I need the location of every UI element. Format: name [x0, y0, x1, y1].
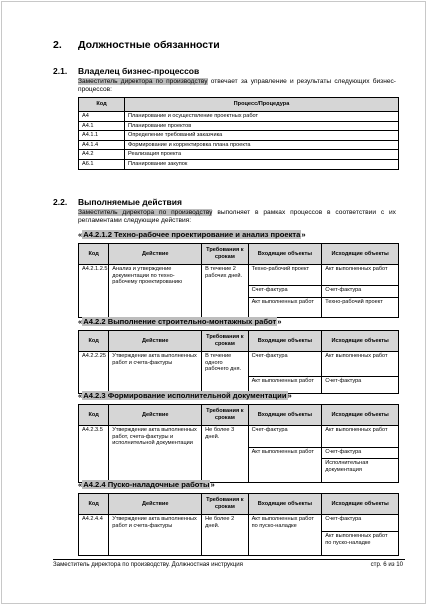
action-code: А4.2.4.4	[79, 515, 109, 556]
process-subheading	[78, 480, 215, 489]
table-row	[79, 352, 399, 377]
subsection-number: 2.1.	[53, 66, 68, 76]
table-row	[79, 121, 399, 131]
column-header: Исходящие объекты	[322, 331, 399, 352]
table-row	[79, 515, 399, 532]
column-header: Действие	[109, 494, 202, 515]
subsection-heading	[53, 66, 199, 76]
table-row	[79, 140, 399, 150]
output-object: Акт выполненных работ	[322, 265, 399, 286]
output-object: Акт выполненных работ	[322, 426, 399, 448]
footer-rule	[53, 559, 405, 560]
column-header: Входящие объекты	[248, 494, 322, 515]
action-deadline: В течение одного рабочего дня.	[202, 352, 248, 394]
input-object: Счет-фактура	[248, 286, 322, 298]
quote-close: »	[277, 317, 282, 326]
footer-left: Заместитель директора по производству. Должностная инструкция	[53, 561, 243, 568]
section-number: 2.	[53, 39, 62, 51]
table-row	[79, 112, 399, 122]
column-header: Код	[79, 494, 109, 515]
column-header: Входящие объекты	[248, 331, 322, 352]
action-code: А4.2.1.2.5	[79, 265, 109, 318]
output-object: Счет-фактура	[322, 377, 399, 394]
subsection-number: 2.2.	[53, 197, 68, 207]
output-object: Счет-фактура	[322, 515, 399, 532]
output-object: Акт выполненных работ по пуско-наладке	[322, 532, 399, 556]
subsection-title: Владелец бизнес-процессов	[78, 66, 200, 76]
column-header: Действие	[109, 405, 202, 426]
subsection-heading	[53, 197, 182, 207]
action-deadline: В течение 2 рабочих дней.	[202, 265, 248, 318]
action-deadline: Не более 2 дней.	[202, 515, 248, 556]
quote-close: »	[210, 480, 215, 489]
paragraph-text: выполняет в рамках процессов в соответствии с их регламентами следующие действия:	[78, 209, 396, 224]
table-header-row	[79, 405, 399, 426]
input-object: Акт выполненных работ по пуско-наладке	[248, 515, 322, 556]
output-object: Счет-фактура	[322, 448, 399, 459]
table-header-row	[79, 98, 399, 112]
input-object: Акт выполненных работ	[248, 448, 322, 483]
column-header: Действие	[109, 244, 202, 265]
quote-open: «	[78, 317, 83, 326]
paragraph-text: отвечает за управление и результаты следующих бизнес-процессов:	[78, 78, 396, 93]
intro-paragraph	[78, 78, 396, 94]
quote-open: «	[78, 480, 83, 489]
table-row	[79, 426, 399, 448]
process-code: А4.1	[79, 121, 125, 131]
column-header: Код	[79, 244, 109, 265]
action-code: А4.2.2.25	[79, 352, 109, 394]
table-header-row	[79, 244, 399, 265]
process-name: Определение требований заказчика	[125, 131, 399, 141]
process-title: А4.2.2 Выполнение строительно-монтажных работ	[83, 317, 277, 326]
quote-close: »	[301, 230, 306, 239]
process-table	[78, 97, 399, 170]
actions-table	[78, 330, 399, 394]
actions-table	[78, 404, 399, 483]
section-heading	[53, 39, 220, 51]
column-header: Требования к срокам	[202, 405, 248, 426]
column-header: Требования к срокам	[202, 244, 248, 265]
role-highlight: Заместитель директора по производству	[78, 78, 208, 85]
process-title: А4.2.4 Пуско-наладочные работы	[83, 480, 210, 489]
table-row	[79, 131, 399, 141]
action-description: Анализ и утверждение документации по техно-рабочему проектированию	[109, 265, 202, 318]
table-row	[79, 150, 399, 160]
role-highlight: Заместитель директора по производству	[78, 209, 213, 216]
process-name: Планирование и осуществление проектных работ	[125, 112, 399, 122]
process-code: А4.1.4	[79, 140, 125, 150]
column-header: Входящие объекты	[248, 405, 322, 426]
output-object: Исполнительная документация	[322, 459, 399, 483]
column-header: Требования к срокам	[202, 331, 248, 352]
column-header: Входящие объекты	[248, 244, 322, 265]
action-description: Утверждение акта выполненных работ и счета-фактуры	[109, 352, 202, 394]
page-number: стр. 6 из 10	[370, 561, 403, 568]
table-header-row	[79, 331, 399, 352]
input-object: Счет-фактура	[248, 352, 322, 377]
action-description: Утверждение акта выполненных работ, счета-фактуры и исполнительной документации	[109, 426, 202, 483]
input-object: Техно-рабочий проект	[248, 265, 322, 286]
table-header-row	[79, 494, 399, 515]
column-header: Исходящие объекты	[322, 405, 399, 426]
process-code: А4	[79, 112, 125, 122]
process-code: А4.2	[79, 150, 125, 160]
column-header: Требования к срокам	[202, 494, 248, 515]
output-object: Счет-фактура	[322, 286, 399, 298]
process-subheading	[78, 317, 281, 326]
quote-close: »	[287, 391, 292, 400]
process-subheading	[78, 391, 292, 400]
process-name: Реализация проекта	[125, 150, 399, 160]
process-title: А4.2.1.2 Техно-рабочее проектирование и анализ проекта	[83, 230, 301, 239]
action-description: Утверждение акта выполненных работ и счета-фактуры	[109, 515, 202, 556]
process-name: Планирование проектов	[125, 121, 399, 131]
actions-paragraph	[78, 209, 396, 225]
quote-open: «	[78, 391, 83, 400]
actions-table	[78, 493, 399, 556]
column-header: Код	[79, 98, 125, 112]
column-header: Код	[79, 331, 109, 352]
action-deadline: Не более 3 дней.	[202, 426, 248, 483]
process-code: А4.1.1	[79, 131, 125, 141]
table-row	[79, 159, 399, 169]
table-row	[79, 265, 399, 286]
actions-table	[78, 243, 399, 318]
input-object: Акт выполненных работ	[248, 298, 322, 318]
column-header: Код	[79, 405, 109, 426]
input-object: Счет-фактура	[248, 426, 322, 448]
process-name: Планирование закупок	[125, 159, 399, 169]
process-title: А4.2.3 Формирование исполнительной документации	[83, 391, 287, 400]
output-object: Техно-рабочий проект	[322, 298, 399, 318]
action-code: А4.2.3.5	[79, 426, 109, 483]
quote-open: «	[78, 230, 83, 239]
column-header: Процесс/Процедура	[125, 98, 399, 112]
section-title: Должностные обязанности	[78, 39, 220, 51]
process-name: Формирование и корректировка плана проекта	[125, 140, 399, 150]
column-header: Исходящие объекты	[322, 494, 399, 515]
column-header: Исходящие объекты	[322, 244, 399, 265]
subsection-title: Выполняемые действия	[78, 197, 182, 207]
output-object: Акт выполненных работ	[322, 352, 399, 377]
process-subheading	[78, 230, 306, 239]
column-header: Действие	[109, 331, 202, 352]
process-code: А6.1	[79, 159, 125, 169]
input-object: Акт выполненных работ	[248, 377, 322, 394]
